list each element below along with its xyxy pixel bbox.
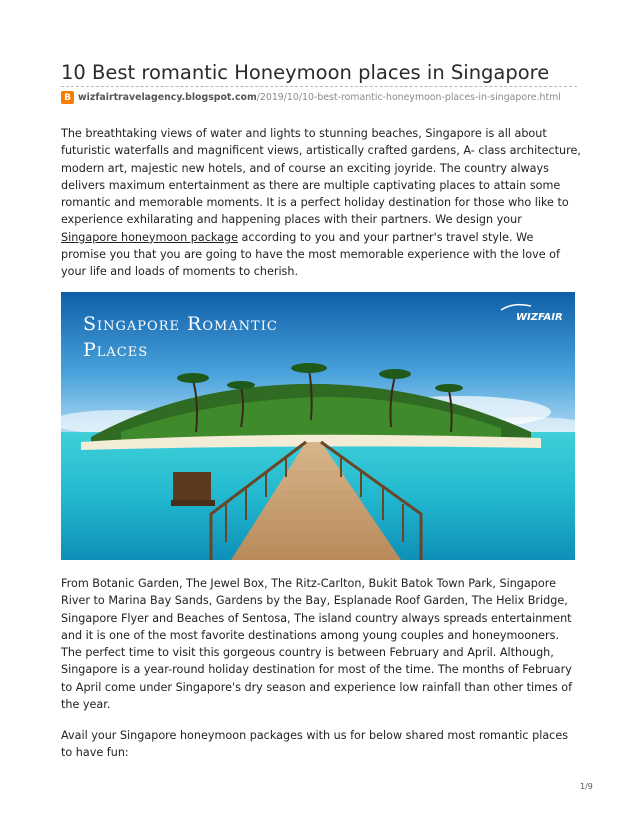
text-line: and it is one of the most favorite destinations among young couples and honeymooners. xyxy=(61,628,560,642)
hero-image xyxy=(61,292,575,560)
avail-paragraph xyxy=(61,727,583,762)
text-line: to April come under Singapore's dry season and experience low rainfall than other times of xyxy=(61,680,573,694)
text-line: experience exhilarating and happening places with their partners. We design your xyxy=(61,213,522,227)
intro-paragraph xyxy=(61,125,583,281)
honeymoon-package-link[interactable]: Singapore honeymoon package xyxy=(61,230,238,244)
text-line: Singapore Flyer and Beaches of Sentosa, The island country always spreads entertainment xyxy=(61,611,572,625)
text-line: futuristic waterfalls and magnificent views, artistically crafted gardens, A- class architecture, xyxy=(61,144,581,158)
text-line: promise you that you are going to have the most memorable experience with the love of xyxy=(61,248,560,262)
places-paragraph xyxy=(61,575,583,713)
text-line: The breathtaking views of water and lights to stunning beaches, Singapore is all about xyxy=(61,127,547,140)
article-title: 10 Best romantic Honeymoon places in Singapore xyxy=(61,61,550,84)
text-line: The perfect time to visit this gorgeous country is between February and April. Although, xyxy=(61,646,554,660)
text-line: delivers maximum entertainment as there are multiple captivating places to attain some xyxy=(61,178,561,192)
page-number: 1/9 xyxy=(580,782,593,791)
source-domain[interactable]: wizfairtravelagency.blogspot.com xyxy=(78,92,257,103)
text-line: romantic and memorable moments. It is a perfect holiday destination for those who like to xyxy=(61,196,569,210)
text-line: River to Marina Bay Sands, Gardens by the Bay, Esplanade Roof Garden, The Helix Bridge, xyxy=(61,594,568,608)
blogger-icon: B xyxy=(61,91,74,104)
title-divider xyxy=(61,86,577,87)
text-line xyxy=(61,229,583,246)
hero-title-line1: Singapore Romantic xyxy=(83,313,278,335)
text-line: the year. xyxy=(61,698,111,712)
source-path: /2019/10/10-best-romantic-honeymoon-places-in-singapore.html xyxy=(256,92,561,103)
hero-title-line2: Places xyxy=(83,339,149,361)
text-line: to have fun: xyxy=(61,746,129,760)
source-line xyxy=(61,91,561,104)
text-line: From Botanic Garden, The Jewel Box, The Ritz-Carlton, Bukit Batok Town Park, Singapore xyxy=(61,577,556,590)
text-line: modern art, majestic new hotels, and of course an exciting joyride. The country always xyxy=(61,161,549,175)
text-line: your life and loads of moments to cherish. xyxy=(61,265,299,279)
text-fragment: according to you and your partner's travel style. We xyxy=(238,230,534,244)
wizfair-logo: WIZFAIR xyxy=(516,312,563,323)
text-line: Singapore is a year-round holiday destination for most of the time. The months of February xyxy=(61,663,572,677)
text-line: Avail your Singapore honeymoon packages with us for below shared most romantic places xyxy=(61,729,569,742)
